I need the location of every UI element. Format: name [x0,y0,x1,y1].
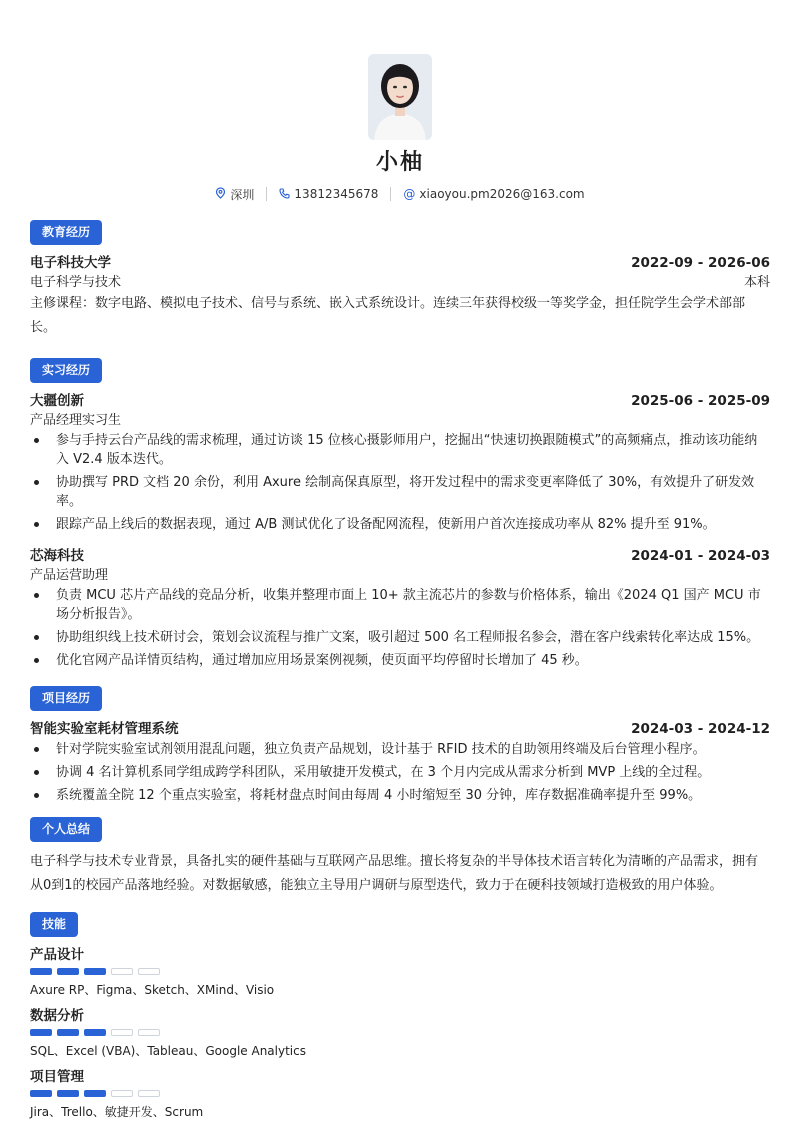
projects-heading: 项目经历 [30,686,102,711]
job-role: 产品运营助理 [30,568,109,583]
skill-level-bar [30,1029,770,1036]
summary-text: 电子科学与技术专业背景，具备扎实的硬件基础与互联网产品思维。擅长将复杂的半导体技术语言转化为清晰的产品需求，拥有从0到1的校园产品落地经验。对数据敏感，能独立主导用户调研与原型迭代，致力于在硬科技领域打造极致的用户体验。 [30,854,759,893]
skill-level-segment [111,1090,133,1097]
bullet-list [30,431,770,534]
education-entry [30,251,770,340]
internship-section [30,358,770,670]
skill-level-segment [84,1090,106,1097]
school-name: 电子科技大学 [30,255,111,271]
bullet-item: 针对学院实验室试剂领用混乱问题，独立负责产品规划，设计基于 RFID 技术的自助领用终端及后台管理小程序。 [30,740,770,759]
skill-level-bar [30,968,770,975]
summary-heading: 个人总结 [30,817,102,842]
contact-location [215,186,254,203]
internship-heading: 实习经历 [30,358,102,383]
skill-tools: Axure RP、Figma、Sketch、XMind、Visio [30,983,275,997]
phone-text[interactable]: 13812345678 [294,187,379,201]
bullet-item: 协助组织线上技术研讨会，策划会议流程与推广文案，吸引超过 500 名工程师报名参会，潜在客户线索转化率达成 15%。 [30,628,770,647]
skill-level-segment [57,968,79,975]
company-name: 芯海科技 [30,548,84,564]
education-heading: 教育经历 [30,220,102,245]
candidate-name: 小柚 [375,150,424,175]
email-at-icon: @ [403,187,416,201]
skills-heading: 技能 [30,912,78,937]
skill-level-segment [138,1029,160,1036]
major: 电子科学与技术 [30,275,122,290]
skill-level-segment [30,1090,52,1097]
contact-divider [266,187,267,201]
summary-section [30,817,770,898]
contact-bar [30,184,770,204]
skill-item [30,1004,770,1059]
bullet-item: 参与手持云台产品线的需求梳理，通过访谈 15 位核心摄影师用户，挖掘出“快速切换跟随模式”的高频痛点，推动该功能纳入 V2.4 版本迭代。 [30,431,770,469]
email-text[interactable]: xiaoyou.pm2026@163.com [419,187,585,201]
contact-divider [390,187,391,201]
bullet-item: 协助撰写 PRD 文档 20 余份，利用 Axure 绘制高保真原型，将开发过程中的需求变更率降低了 30%，有效提升了研发效率。 [30,473,770,511]
skill-level-segment [111,968,133,975]
location-text: 深圳 [230,187,255,202]
bullet-item: 系统覆盖全院 12 个重点实验室，将耗材盘点时间由每周 4 小时缩短至 30 分钟，库存数据准确率提升至 99%。 [30,786,770,805]
skill-title: 项目管理 [30,1069,84,1085]
internship-period: 2025-06 - 2025-09 [631,393,770,409]
skill-level-segment [30,968,52,975]
skill-level-segment [138,1090,160,1097]
skill-item [30,1065,770,1120]
internship-entry [30,544,770,670]
contact-phone [279,187,378,201]
company-name: 大疆创新 [30,393,84,409]
education-description: 主修课程：数字电路、模拟电子技术、信号与系统、嵌入式系统设计。连续三年获得校级一等奖学金，担任院学生会学术部部长。 [30,296,746,335]
skill-tools: Jira、Trello、敏捷开发、Scrum [30,1105,204,1119]
projects-section [30,686,770,805]
resume-header [30,0,770,204]
project-period: 2024-03 - 2024-12 [631,721,770,737]
bullet-item: 优化官网产品详情页结构，通过增加应用场景案例视频，使页面平均停留时长增加了 45 秒。 [30,651,770,670]
bullet-list [30,740,770,805]
location-pin-icon [215,187,226,201]
skill-level-segment [84,1029,106,1036]
project-entry [30,717,770,805]
skill-item [30,943,770,998]
project-name: 智能实验室耗材管理系统 [30,721,179,737]
skill-level-segment [84,968,106,975]
education-section [30,220,770,340]
bullet-item: 跟踪产品上线后的数据表现，通过 A/B 测试优化了设备配网流程，使新用户首次连接成功率从 82% 提升至 91%。 [30,515,770,534]
skill-level-segment [30,1029,52,1036]
bullet-item: 负责 MCU 芯片产品线的竞品分析，收集并整理市面上 10+ 款主流芯片的参数与价格体系，输出《2024 Q1 国产 MCU 市场分析报告》。 [30,586,770,624]
skill-level-segment [57,1090,79,1097]
skill-level-segment [138,968,160,975]
skill-title: 数据分析 [30,1008,84,1024]
skills-section [30,912,770,1120]
skill-title: 产品设计 [30,947,84,963]
phone-icon [279,188,290,201]
skill-tools: SQL、Excel (VBA)、Tableau、Google Analytics [30,1044,306,1058]
education-period: 2022-09 - 2026-06 [631,255,770,271]
bullet-list [30,586,770,670]
internship-entry [30,389,770,534]
contact-email [403,187,584,201]
degree: 本科 [743,275,770,290]
skill-level-bar [30,1090,770,1097]
skill-level-segment [111,1029,133,1036]
avatar [368,54,432,140]
internship-period: 2024-01 - 2024-03 [631,548,770,564]
job-role: 产品经理实习生 [30,413,122,428]
bullet-item: 协调 4 名计算机系同学组成跨学科团队，采用敏捷开发模式，在 3 个月内完成从需求分析到 MVP 上线的全过程。 [30,763,770,782]
skill-level-segment [57,1029,79,1036]
